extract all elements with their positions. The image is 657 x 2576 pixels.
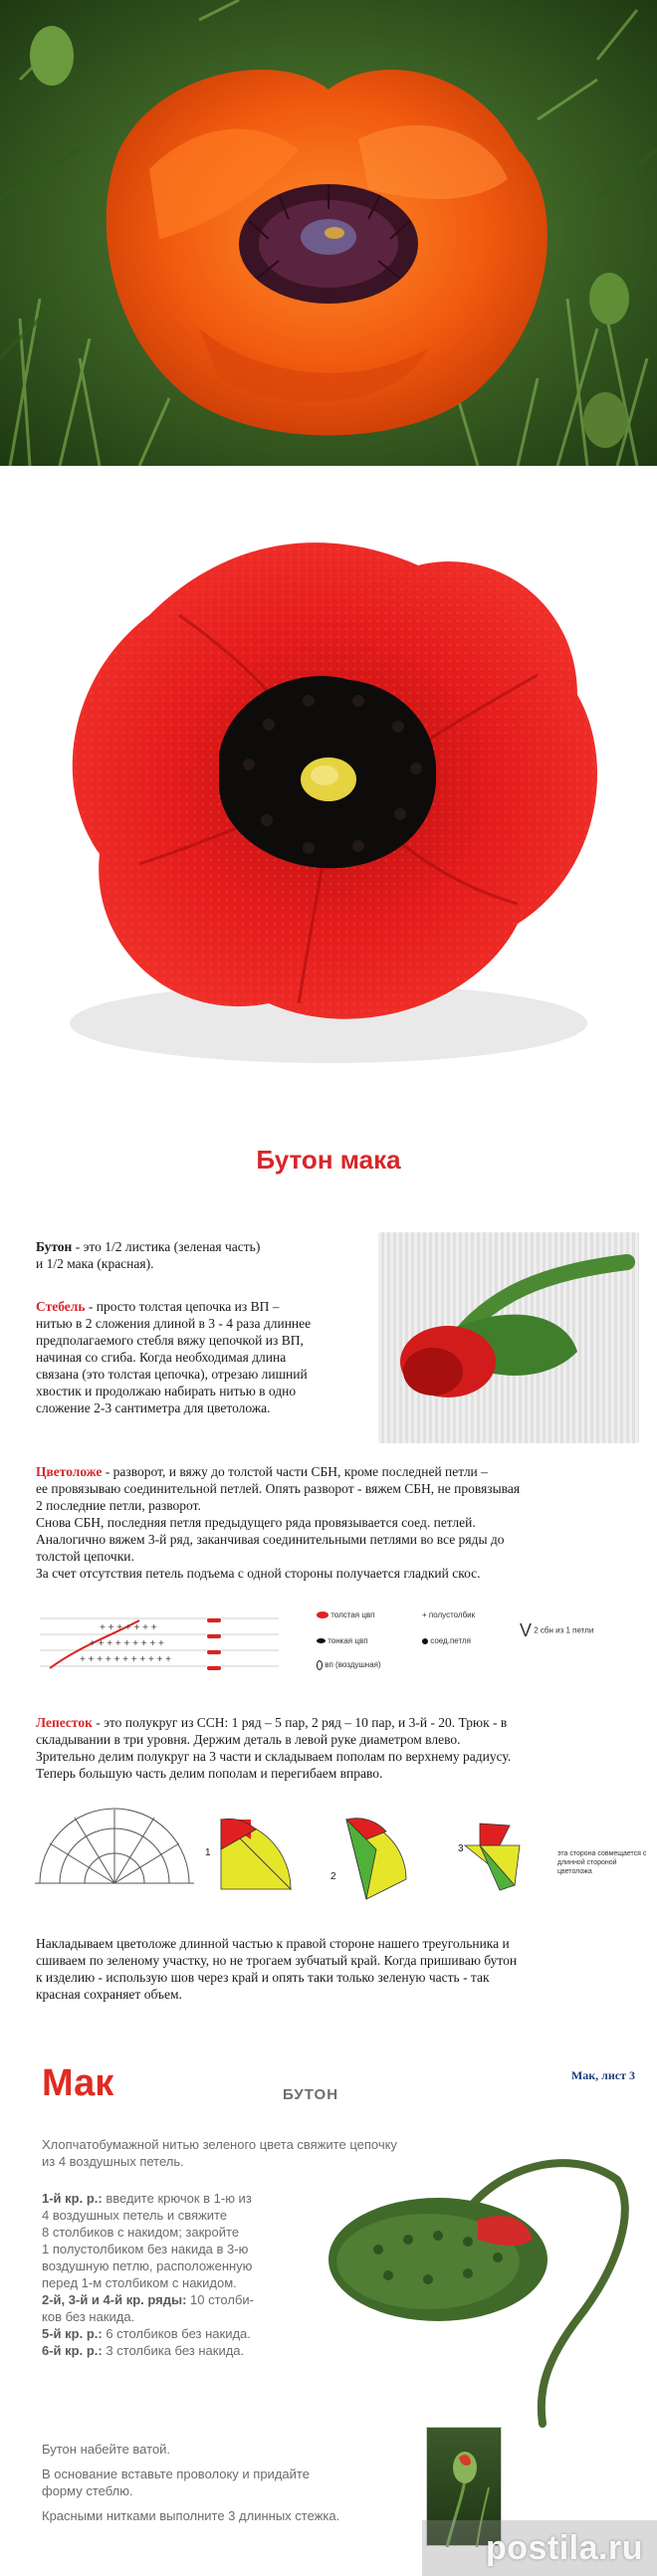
mak-title: Мак — [42, 2062, 114, 2104]
receptacle-line: толстой цепочки. — [36, 1549, 134, 1564]
mak-sheet-label: Мак, лист 3 — [570, 2068, 635, 2082]
bud-instructions — [0, 1123, 657, 2039]
mak-outro-line: В основание вставьте проволоку и придайте — [42, 2467, 310, 2481]
petal-heading: Лепесток — [36, 1715, 93, 1730]
petal-line: Зрительно делим полукруг на 3 части и складываем пополам по верхнему радиусу. — [36, 1749, 512, 1764]
mak-intro-line: Хлопчатобумажной нитью зеленого цвета свяжите цепочку — [42, 2137, 397, 2152]
stem-line: предполагаемого стебля вяжу цепочкой из ВП, — [36, 1333, 304, 1348]
v-stitch-icon: V — [520, 1620, 533, 1640]
stem-paragraph — [36, 1298, 376, 1416]
mak-row-text: 3 столбика без накида. — [102, 2343, 245, 2358]
watermark: postila.ru — [485, 2529, 643, 2567]
mak-row-text: 10 столби- — [186, 2292, 254, 2307]
mak-outro-line: Красными нитками выполните 3 длинных стежка. — [42, 2508, 340, 2523]
legend-ch-label: вп (воздушная) — [325, 1660, 381, 1670]
bud-intro — [36, 1238, 374, 1272]
receptacle-heading: Цветоложе — [36, 1464, 103, 1479]
legend-thin-label: тонкая цвп — [328, 1636, 368, 1645]
mak-subtitle: БУТОН — [283, 2086, 339, 2103]
poppy-photo-art — [0, 0, 657, 466]
bud-photo-art — [378, 1232, 639, 1443]
crochet-poppy-art — [0, 466, 657, 1123]
petal-line: Теперь большую часть делим пополам и перегибаем вправо. — [36, 1766, 383, 1781]
mak-outro — [42, 2441, 420, 2524]
mak-row-text: 1 полустолбиком без накида в 3-ю — [42, 2242, 249, 2256]
stem-line: хвостик и продолжаю набирать нитью в одно — [36, 1384, 297, 1398]
fold-step-2-shape — [336, 1810, 426, 1909]
mak-row-text: 4 воздушных петель и свяжите — [42, 2208, 228, 2223]
svg-text:+ + + + + + +: + + + + + + + — [100, 1622, 157, 1633]
mak-row-label: 2-й, 3-й и 4-й кр. ряды: — [42, 2292, 187, 2307]
mak-outro-line: Бутон набейте ватой. — [42, 2442, 171, 2457]
mak-row — [42, 2274, 340, 2291]
thin-chain-icon — [317, 1638, 326, 1643]
receptacle-line: Снова СБН, последняя петля предыдущего ряда провязывается соед. петлей. — [36, 1515, 476, 1530]
petal-line: - это полукруг из ССН: 1 ряд – 5 пар, 2 ряд – 10 пар, и 3-й - 20. Трюк - в — [92, 1715, 508, 1730]
bud-photo — [378, 1232, 639, 1443]
mak-row — [42, 2241, 340, 2257]
receptacle-line: ее провязываю соединительной петлей. Опять разворот - вяжем СБН, не провязывая — [36, 1481, 521, 1496]
legend-sc — [422, 1610, 475, 1619]
slip-stitch-icon — [422, 1638, 428, 1644]
chain-stitch-icon — [317, 1660, 323, 1670]
petal-paragraph — [36, 1714, 643, 1782]
mak-bud-photo — [319, 2150, 647, 2429]
legend-thick-label: толстая цвп — [330, 1610, 375, 1619]
assembly-line: к изделию - использую шов через край и опять таки только зеленую часть - так — [36, 1970, 490, 1985]
petal-chart — [30, 1804, 199, 1893]
legend-thin — [317, 1636, 368, 1645]
legend-ss-label: соед.петля — [430, 1636, 471, 1645]
legend-sc-label: + полустолбик — [422, 1610, 476, 1619]
assembly-line: Накладываем цветоложе длинной частью к правой стороне нашего треугольника и — [36, 1936, 510, 1951]
svg-text:+ + + + + + + + +: + + + + + + + + + — [90, 1638, 164, 1649]
mak-row-label: 6-й кр. р.: — [42, 2343, 103, 2358]
fold-step-1-label: 1 — [205, 1847, 211, 1858]
mak-row — [42, 2308, 340, 2325]
poppy-photo — [0, 0, 657, 466]
mak-row — [42, 2342, 340, 2359]
petal-line: складывании в три уровня. Держим деталь в левой руке диаметром влево. — [36, 1732, 461, 1747]
fold-step-1-shape — [211, 1810, 311, 1909]
assembly-line: сшиваем по зеленому участку, но не трогаем зубчатый край. Когда пришиваю бутон — [36, 1953, 518, 1968]
bud-intro-text: - это 1/2 листика (зеленая часть) — [72, 1239, 261, 1254]
mak-row-label: 5-й кр. р.: — [42, 2326, 103, 2341]
mak-row — [42, 2207, 340, 2224]
mak-page — [0, 2050, 657, 2576]
mak-row-text: введите крючок в 1-ю из — [102, 2191, 252, 2206]
stem-line: нитью в 2 сложения длиной в 3 - 4 раза длиннее — [36, 1316, 312, 1331]
mak-row-label: 1-й кр. р.: — [42, 2191, 103, 2206]
mak-rows — [42, 2190, 340, 2359]
mak-row-text: ков без накида. — [42, 2309, 135, 2324]
mak-row — [42, 2190, 340, 2207]
mak-outro-line: форму стеблю. — [42, 2483, 133, 2498]
bud-intro-text-2: и 1/2 мака (красная). — [36, 1256, 154, 1271]
legend-thick — [317, 1610, 375, 1619]
legend-sbn2 — [520, 1620, 593, 1641]
bud-intro-term: Бутон — [36, 1239, 73, 1254]
mak-row-text: 8 столбиков с накидом; закройте — [42, 2225, 240, 2240]
stem-line: сложение 2-3 сантиметра для цветоложа. — [36, 1400, 271, 1415]
assembly-paragraph — [36, 1935, 653, 2003]
mak-row — [42, 2257, 340, 2274]
receptacle-line: 2 последние петли, разворот. — [36, 1498, 201, 1513]
fold-note: эта сторона совмещается с длинной стороной цветоложа — [557, 1850, 647, 1875]
mak-row-text: 6 столбиков без накида. — [102, 2326, 251, 2341]
stem-line: - просто толстая цепочка из ВП – — [85, 1299, 280, 1314]
receptacle-chart — [40, 1607, 279, 1678]
fold-step-3-label: 3 — [458, 1843, 464, 1854]
fold-step-3-shape — [460, 1816, 540, 1895]
mak-row — [42, 2325, 340, 2342]
receptacle-line: За счет отсутствия петель подъема с одной стороны получается гладкий скос. — [36, 1566, 481, 1581]
fold-step-2-label: 2 — [330, 1871, 336, 1882]
mak-row — [42, 2291, 340, 2308]
mak-row-text: перед 1-м столбиком с накидом. — [42, 2275, 237, 2290]
legend-sbn2-label: 2 сбн из 1 петли — [534, 1625, 594, 1635]
mak-row — [42, 2224, 340, 2241]
receptacle-line: Аналогично вяжем 3-й ряд, заканчивая соединительными петлями во все ряды до — [36, 1532, 505, 1547]
receptacle-paragraph — [36, 1463, 643, 1582]
stem-line: начиная со сгиба. Когда необходимая длина — [36, 1350, 287, 1365]
mak-row-text: воздушную петлю, расположенную — [42, 2258, 253, 2273]
assembly-line: красная сохраняет объем. — [36, 1987, 182, 2002]
stem-heading: Стебель — [36, 1299, 86, 1314]
mak-intro-line: из 4 воздушных петель. — [42, 2154, 184, 2169]
legend-ss — [422, 1636, 471, 1645]
svg-text:+ + + + + + + + + + +: + + + + + + + + + + + — [80, 1654, 172, 1665]
legend-ch — [317, 1660, 381, 1670]
crochet-poppy-photo — [0, 466, 657, 1123]
bud-title: Бутон мака — [256, 1145, 401, 1175]
receptacle-line: - разворот, и вяжу до толстой части СБН, кроме последней петли – — [102, 1464, 488, 1479]
stem-line: связана (это толстая цепочка), отрезаю лишний — [36, 1367, 308, 1382]
thick-chain-icon — [317, 1611, 328, 1618]
